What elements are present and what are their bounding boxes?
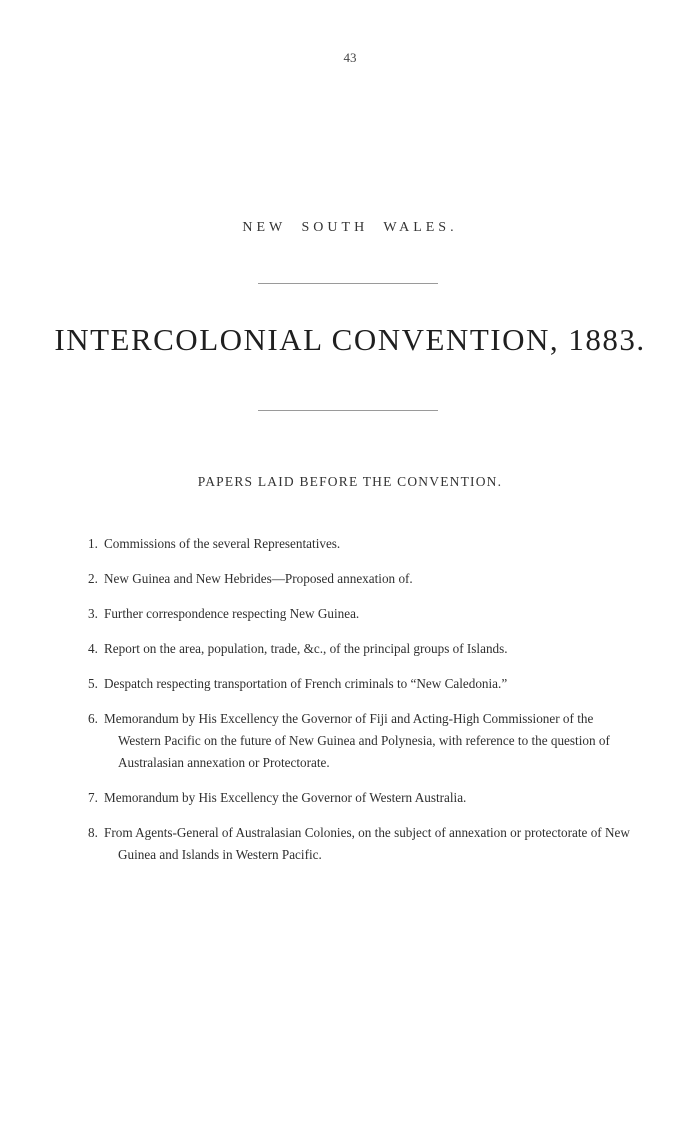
paper-number: 3. bbox=[88, 606, 98, 621]
paper-number: 2. bbox=[88, 571, 98, 586]
document-title: INTERCOLONIAL CONVENTION, 1883. bbox=[54, 322, 646, 357]
paper-text: Commissions of the several Representatives. bbox=[104, 536, 341, 551]
paper-text: Memorandum by His Excellency the Governor of Western Australia. bbox=[104, 790, 467, 805]
paper-item bbox=[72, 708, 632, 774]
paper-item bbox=[72, 673, 632, 695]
papers-list bbox=[72, 533, 632, 879]
paper-item bbox=[72, 603, 632, 625]
paper-item bbox=[72, 638, 632, 660]
paper-number: 6. bbox=[88, 711, 98, 726]
paper-text: New Guinea and New Hebrides—Proposed annexation of. bbox=[104, 571, 413, 586]
paper-item bbox=[72, 822, 632, 866]
section-subtitle: PAPERS LAID BEFORE THE CONVENTION. bbox=[197, 474, 503, 489]
paper-text: Memorandum by His Excellency the Governor of Fiji and Acting-High Commissioner of the Western Pacific on the future of New Guinea and Polynesia, with reference to the question of Australasian annexation or Protectorate. bbox=[104, 711, 610, 770]
region-heading: NEW SOUTH WALES. bbox=[242, 220, 458, 235]
paper-item bbox=[72, 533, 632, 555]
paper-item bbox=[72, 568, 632, 590]
paper-text: Despatch respecting transportation of French criminals to “New Caledonia.” bbox=[104, 676, 508, 691]
paper-text: Further correspondence respecting New Guinea. bbox=[104, 606, 360, 621]
paper-text: From Agents-General of Australasian Colonies, on the subject of annexation or protectorate of New Guinea and Islands in Western Pacific. bbox=[104, 825, 630, 862]
paper-number: 4. bbox=[88, 641, 98, 656]
paper-number: 7. bbox=[88, 790, 98, 805]
paper-number: 5. bbox=[88, 676, 98, 691]
page-number: 43 bbox=[343, 50, 357, 65]
divider-rule-bottom bbox=[258, 410, 438, 411]
paper-number: 1. bbox=[88, 536, 98, 551]
paper-number: 8. bbox=[88, 825, 98, 840]
paper-text: Report on the area, population, trade, &c., of the principal groups of Islands. bbox=[104, 641, 508, 656]
divider-rule-top bbox=[258, 283, 438, 284]
paper-item bbox=[72, 787, 632, 809]
